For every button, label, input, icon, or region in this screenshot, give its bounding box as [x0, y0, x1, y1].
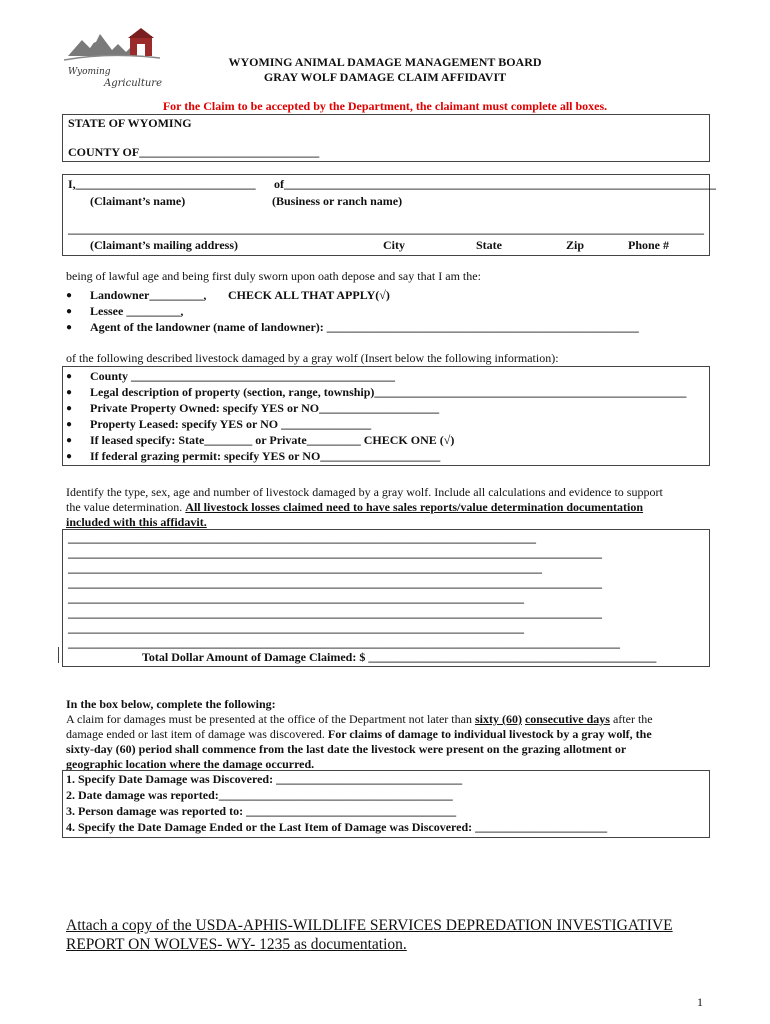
livestock-detail-line[interactable]: _________________________________________________________________________________________	[68, 576, 602, 590]
if-leased-field[interactable]: If leased specify: State________ or Private_________ CHECK ONE (√)	[90, 433, 455, 447]
business-name-field[interactable]: of________________________________________________________________________	[274, 177, 716, 191]
claimant-name-field[interactable]: I,______________________________	[68, 177, 256, 191]
bullet-icon: ●	[66, 451, 73, 462]
form-title-board: WYOMING ANIMAL DAMAGE MANAGEMENT BOARD	[228, 55, 542, 69]
bullet-icon: ●	[66, 403, 73, 414]
legal-description-field[interactable]: Legal description of property (section, range, township)____________________________________________________	[90, 385, 687, 399]
total-amount-field[interactable]: Total Dollar Amount of Damage Claimed: $ ________________________________________________	[142, 650, 657, 664]
instructions-heading: In the box below, complete the following:	[66, 697, 276, 711]
attach-note-line1: Attach a copy of the USDA-APHIS-WILDLIFE SERVICES DEPREDATION INVESTIGATIVE	[66, 917, 673, 934]
bullet-icon: ●	[66, 290, 73, 301]
instructions-para-line1: A claim for damages must be presented at the office of the Department not later than sixty (60) consecutive days after the	[66, 712, 653, 726]
state-caption: State	[476, 238, 502, 252]
county-livestock-field[interactable]: County ____________________________________________	[90, 369, 396, 383]
bullet-icon: ●	[66, 435, 73, 446]
mailing-address-caption: (Claimant’s mailing address)	[90, 238, 239, 252]
bullet-icon: ●	[66, 419, 73, 430]
zip-caption: Zip	[566, 238, 585, 252]
date-discovered-field[interactable]: 1. Specify Date Damage was Discovered: _______________________________	[66, 772, 463, 786]
livestock-detail-line[interactable]: _______________________________________________________________________________	[68, 561, 542, 575]
livestock-detail-line[interactable]: ____________________________________________________________________________	[68, 591, 524, 605]
bullet-icon: ●	[66, 322, 73, 333]
date-reported-field[interactable]: 2. Date damage was reported:_______________________________________	[66, 788, 453, 802]
form-title-affidavit: GRAY WOLF DAMAGE CLAIM AFFIDAVIT	[263, 70, 507, 84]
person-reported-field[interactable]: 3. Person damage was reported to: ___________________________________	[66, 804, 457, 818]
bullet-icon: ●	[66, 306, 73, 317]
livestock-intro: of the following described livestock damaged by a gray wolf (Insert below the following information):	[66, 351, 559, 365]
state-label: STATE OF WYOMING	[68, 116, 192, 130]
city-caption: City	[383, 238, 405, 252]
notice-text: For the Claim to be accepted by the Department, the claimant must complete all boxes.	[162, 99, 608, 113]
lessee-field[interactable]: Lessee _________,	[90, 304, 184, 318]
landowner-field[interactable]: Landowner_________,	[90, 288, 207, 302]
instructions-para-line2: damage ended or last item of damage was discovered. For claims of damage to individual livestock by a gray wolf, the	[66, 727, 652, 741]
identify-text-line1: Identify the type, sex, age and number of livestock damaged by a gray wolf. Include all calculations and evidence to support	[66, 485, 663, 499]
identify-text-line2: the value determination. All livestock losses claimed need to have sales reports/value determination documentation	[66, 500, 644, 514]
oath-text: being of lawful age and being first duly sworn upon oath depose and say that I am the:	[66, 269, 481, 283]
instructions-para-line3: sixty-day (60) period shall commence from the last date the livestock were present on the grazing allotment or	[66, 742, 627, 756]
identify-text-line3: included with this affidavit.	[66, 515, 207, 529]
bullet-icon: ●	[66, 387, 73, 398]
livestock-detail-line[interactable]: _________________________________________________________________________________________	[68, 606, 602, 620]
date-ended-field[interactable]: 4. Specify the Date Damage Ended or the Last Item of Damage was Discovered: ______________________	[66, 820, 608, 834]
business-name-caption: (Business or ranch name)	[272, 194, 403, 208]
svg-text:Agriculture: Agriculture	[104, 78, 162, 89]
agent-field[interactable]: Agent of the landowner (name of landowner): ____________________________________________________	[90, 320, 639, 334]
check-all-label: CHECK ALL THAT APPLY(√)	[228, 288, 390, 302]
instructions-para-line4: geographic location where the damage occurred.	[66, 757, 315, 771]
attach-note-line2: REPORT ON WOLVES- WY- 1235 as documentation.	[66, 936, 407, 953]
mailing-address-field[interactable]: __________________________________________________________________________________________________________	[68, 222, 704, 236]
margin-mark	[58, 647, 59, 663]
federal-grazing-field[interactable]: If federal grazing permit: specify YES or NO____________________	[90, 449, 441, 463]
svg-text:Wyoming: Wyoming	[68, 67, 111, 77]
phone-caption: Phone #	[628, 238, 670, 252]
claimant-name-caption: (Claimant’s name)	[90, 194, 186, 208]
livestock-detail-line[interactable]: _________________________________________________________________________________________	[68, 546, 602, 560]
livestock-detail-line[interactable]: ____________________________________________________________________________________________	[68, 636, 620, 650]
property-leased-field[interactable]: Property Leased: specify YES or NO _______________	[90, 417, 372, 431]
county-field[interactable]: COUNTY OF______________________________	[68, 145, 320, 159]
private-property-field[interactable]: Private Property Owned: specify YES or NO____________________	[90, 401, 440, 415]
bullet-icon: ●	[66, 371, 73, 382]
livestock-detail-line[interactable]: ______________________________________________________________________________	[68, 531, 536, 545]
page-number: 1	[697, 995, 703, 1009]
livestock-detail-line[interactable]: ____________________________________________________________________________	[68, 621, 524, 635]
